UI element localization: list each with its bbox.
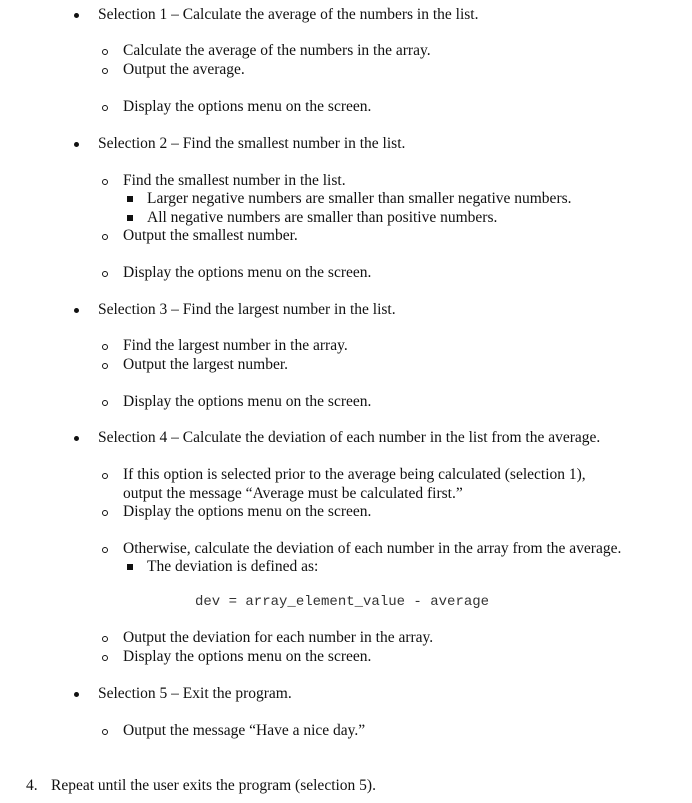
selection-1-item: Output the average.	[123, 61, 245, 78]
selection-4-item: Display the options menu on the screen.	[123, 648, 372, 665]
selection-4-item: Output the deviation for each number in the array.	[123, 629, 434, 646]
deviation-formula: dev = array_element_value - average	[195, 594, 490, 610]
selection-4-subitem: The deviation is defined as:	[147, 558, 319, 575]
selection-4-item: Otherwise, calculate the deviation of each number in the array from the average.	[123, 540, 622, 557]
selection-2-item: Find the smallest number in the list.	[123, 172, 346, 189]
selection-1-item: Calculate the average of the numbers in the array.	[123, 42, 431, 59]
selection-3-item: Output the largest number.	[123, 356, 289, 373]
selection-2-subitem: All negative numbers are smaller than positive numbers.	[147, 209, 498, 226]
selection-4-item-continued: output the message “Average must be calculated first.”	[123, 485, 463, 502]
selection-2-subitem: Larger negative numbers are smaller than smaller negative numbers.	[147, 190, 572, 207]
selection-3-item: Display the options menu on the screen.	[123, 393, 372, 410]
step-text: Repeat until the user exits the program (selection 5).	[51, 777, 376, 794]
selection-4-title: Selection 4 – Calculate the deviation of each number in the list from the average.	[98, 429, 601, 446]
selection-4-item: If this option is selected prior to the average being calculated (selection 1),	[123, 466, 586, 483]
selection-2-title: Selection 2 – Find the smallest number in the list.	[98, 135, 406, 152]
selection-4-item: Display the options menu on the screen.	[123, 503, 372, 520]
step-number: 4.	[26, 777, 38, 794]
selection-5-item: Output the message “Have a nice day.”	[123, 722, 366, 739]
selection-3-item: Find the largest number in the array.	[123, 337, 348, 354]
selection-5-title: Selection 5 – Exit the program.	[98, 685, 292, 702]
selection-1-item: Display the options menu on the screen.	[123, 98, 372, 115]
selection-3-title: Selection 3 – Find the largest number in the list.	[98, 301, 396, 318]
selection-1-title: Selection 1 – Calculate the average of the numbers in the list.	[98, 6, 479, 23]
selection-2-item: Display the options menu on the screen.	[123, 264, 372, 281]
selection-2-item: Output the smallest number.	[123, 227, 298, 244]
